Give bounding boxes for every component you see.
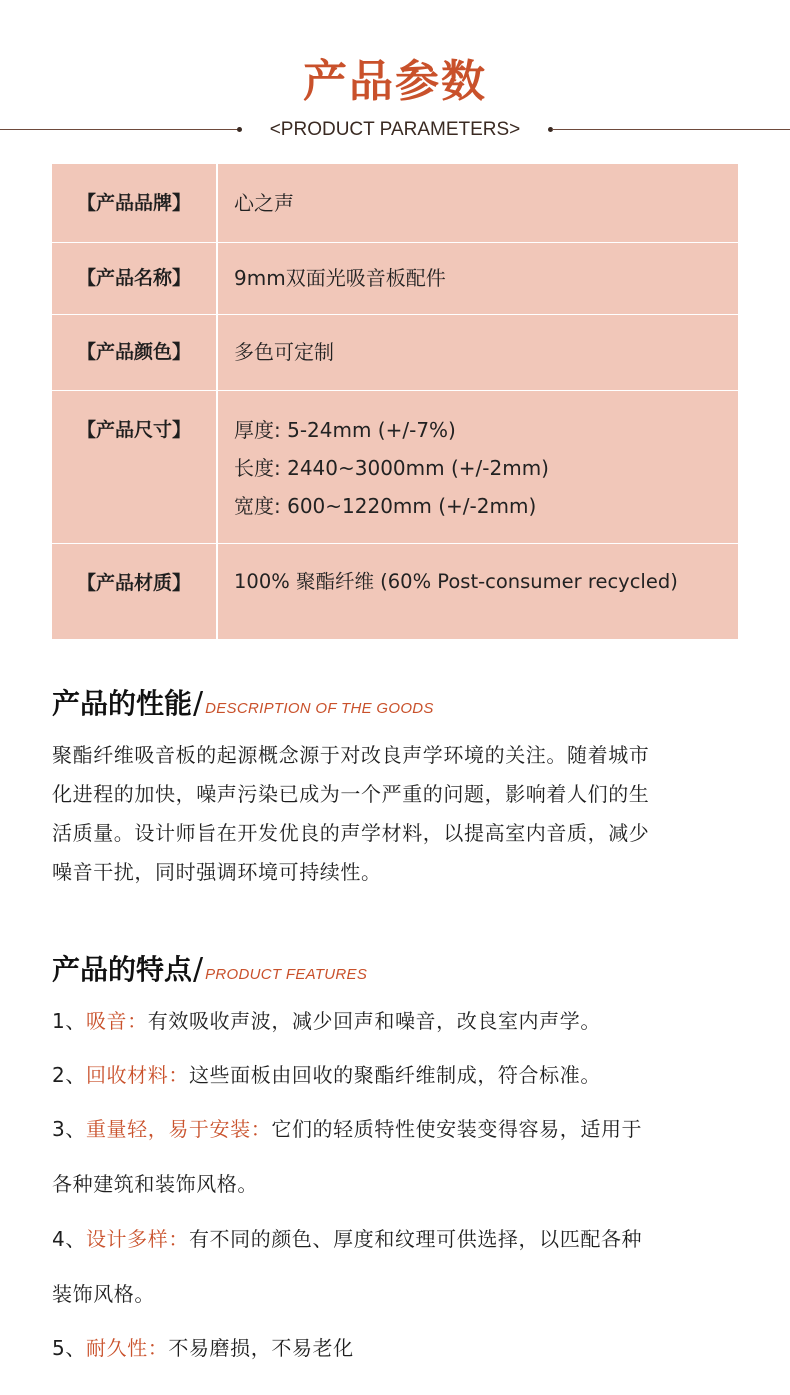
feature-key: 重量轻，易于安装： xyxy=(85,1117,272,1141)
param-value xyxy=(234,333,728,371)
divider-line-right xyxy=(552,129,790,130)
description-line: 聚酯纤维吸音板的起源概念源于对改良声学环境的关注。随着城市 xyxy=(52,743,650,767)
performance-heading-text: 产品的性能 xyxy=(52,687,193,720)
feature-number: 1、 xyxy=(52,1009,86,1033)
features-heading-en: PRODUCT FEATURES xyxy=(205,966,368,983)
performance-heading xyxy=(52,682,434,722)
heading-slash: / xyxy=(193,952,204,987)
feature-text: 这些面板由回收的聚酯纤维制成，符合标准。 xyxy=(188,1063,601,1087)
heading-slash: / xyxy=(193,686,204,721)
param-row-color xyxy=(52,315,738,391)
description-line: 化进程的加快，噪声污染已成为一个严重的问题，影响着人们的生 xyxy=(52,782,650,806)
param-label: 【产品尺寸】 xyxy=(52,391,218,543)
param-value-line: 多色可定制 xyxy=(234,340,334,364)
description-line: 噪音干扰，同时强调环境可持续性。 xyxy=(52,860,382,884)
feature-item xyxy=(52,1102,752,1157)
description-line: 活质量。设计师旨在开发优良的声学材料，以提高室内音质，减少 xyxy=(52,821,650,845)
param-row-material xyxy=(52,544,738,639)
param-value-line: 心之声 xyxy=(234,191,294,215)
feature-number: 5、 xyxy=(52,1336,86,1360)
feature-item xyxy=(52,1321,752,1376)
param-row-brand xyxy=(52,164,738,243)
param-value xyxy=(234,259,728,297)
performance-description xyxy=(52,736,752,892)
param-value xyxy=(234,184,728,222)
feature-key: 设计多样： xyxy=(85,1227,189,1251)
param-row-size xyxy=(52,391,738,544)
feature-key: 回收材料： xyxy=(85,1063,189,1087)
param-row-name xyxy=(52,243,738,315)
feature-text-cont: 各种建筑和装饰风格。 xyxy=(52,1172,258,1196)
feature-item xyxy=(52,1048,752,1103)
param-value-line: 长度: 2440~3000mm (+/-2mm) xyxy=(234,456,549,480)
param-value xyxy=(234,563,728,601)
feature-item xyxy=(52,1212,752,1267)
feature-text: 有不同的颜色、厚度和纹理可供选择，以匹配各种 xyxy=(188,1227,643,1251)
subtitle-divider xyxy=(0,116,790,144)
feature-item-continuation xyxy=(52,1267,752,1322)
param-label: 【产品名称】 xyxy=(52,243,218,314)
param-value-line: 厚度: 5-24mm (+/-7%) xyxy=(234,418,456,442)
param-value xyxy=(234,411,728,525)
divider-dot-left xyxy=(237,127,242,132)
param-label: 【产品材质】 xyxy=(52,544,218,639)
param-label: 【产品颜色】 xyxy=(52,315,218,390)
param-value-line: 9mm双面光吸音板配件 xyxy=(234,266,446,290)
param-value-line: 宽度: 600~1220mm (+/-2mm) xyxy=(234,494,537,518)
feature-key: 吸音： xyxy=(85,1009,148,1033)
feature-text: 有效吸收声波，减少回声和噪音，改良室内声学。 xyxy=(147,1009,601,1033)
param-label: 【产品品牌】 xyxy=(52,164,218,242)
page-title: 产品参数 xyxy=(303,56,487,107)
feature-item xyxy=(52,994,752,1049)
feature-text: 不易磨损，不易老化 xyxy=(168,1336,354,1360)
feature-item-continuation xyxy=(52,1157,752,1212)
features-heading-text: 产品的特点 xyxy=(52,953,193,986)
divider-line-left xyxy=(0,129,238,130)
feature-key: 耐久性： xyxy=(85,1336,169,1360)
parameter-table xyxy=(52,164,738,639)
feature-text-cont: 装饰风格。 xyxy=(52,1282,155,1306)
param-value-line: 100% 聚酯纤维 (60% Post-consumer recycled) xyxy=(234,570,678,593)
features-heading xyxy=(52,948,367,988)
feature-number: 3、 xyxy=(52,1117,86,1141)
feature-number: 2、 xyxy=(52,1063,86,1087)
page-subtitle: <PRODUCT PARAMETERS> xyxy=(269,119,521,140)
performance-heading-en: DESCRIPTION OF THE GOODS xyxy=(205,700,434,717)
feature-text: 它们的轻质特性使安装变得容易，适用于 xyxy=(271,1117,643,1141)
feature-number: 4、 xyxy=(52,1227,86,1251)
